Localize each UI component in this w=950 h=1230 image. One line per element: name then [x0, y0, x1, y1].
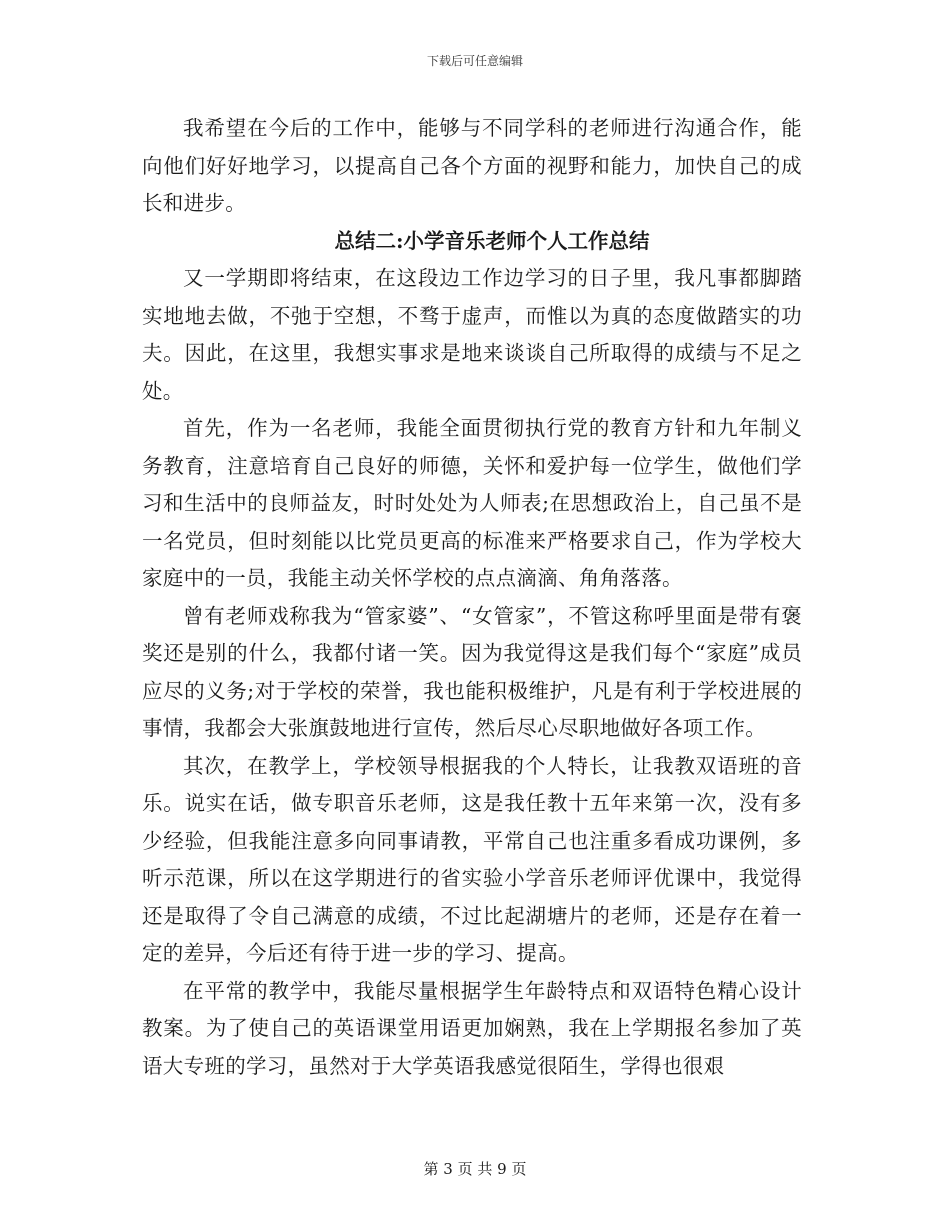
- paragraph: 首先，作为一名老师，我能全面贯彻执行党的教育方针和九年制义务教育，注意培育自己良好的师德，关怀和爱护每一位学生，做他们学习和生活中的良师益友，时时处处为人师表;在思想政治上，自己虽不是一名党员，但时刻能以比党员更高的标准来严格要求自己，作为学校大家庭中的一员，我能主动关怀学校的点点滴滴、角角落落。: [142, 416, 802, 590]
- paragraph: 又一学期即将结束，在这段边工作边学习的日子里，我凡事都脚踏实地地去做，不弛于空想，不骛于虚声，而惟以为真的态度做踏实的功夫。因此，在这里，我想实事求是地来谈谈自己所取得的成绩与不足之处。: [142, 266, 802, 403]
- paragraph: 曾有老师戏称我为“管家婆”、“女管家”，不管这称呼里面是带有褒奖还是别的什么，我都付诸一笑。因为我觉得这是我们每个“家庭”成员应尽的义务;对于学校的荣誉，我也能积极维护，凡是有利于学校进展的事情，我都会大张旗鼓地进行宣传，然后尽心尽职地做好各项工作。: [142, 603, 802, 740]
- document-body: [142, 110, 802, 1085]
- paragraph: 在平常的教学中，我能尽量根据学生年龄特点和双语特色精心设计教案。为了使自己的英语课堂用语更加娴熟，我在上学期报名参加了英语大专班的学习，虽然对于大学英语我感觉很陌生，学得也很艰: [142, 978, 802, 1078]
- page-header-note: 下载后可任意编辑: [426, 54, 523, 68]
- paragraph-continued: 我希望在今后的工作中，能够与不同学科的老师进行沟通合作，能向他们好好地学习，以提高自己各个方面的视野和能力，加快自己的成长和进步。: [142, 116, 802, 215]
- paragraph: 其次，在教学上，学校领导根据我的个人特长，让我教双语班的音乐。说实在话，做专职音乐老师，这是我任教十五年来第一次，没有多少经验，但我能注意多向同事请教，平常自己也注重多看成功课例，多听示范课，所以在这学期进行的省实验小学音乐老师评优课中，我觉得还是取得了令自己满意的成绩，不过比起湖塘片的老师，还是存在着一定的差异，今后还有待于进一步的学习、提高。: [142, 753, 802, 965]
- page-number: 第 3 页 共 9 页: [423, 1160, 527, 1178]
- section-title: 总结二:小学音乐老师个人工作总结: [334, 228, 650, 253]
